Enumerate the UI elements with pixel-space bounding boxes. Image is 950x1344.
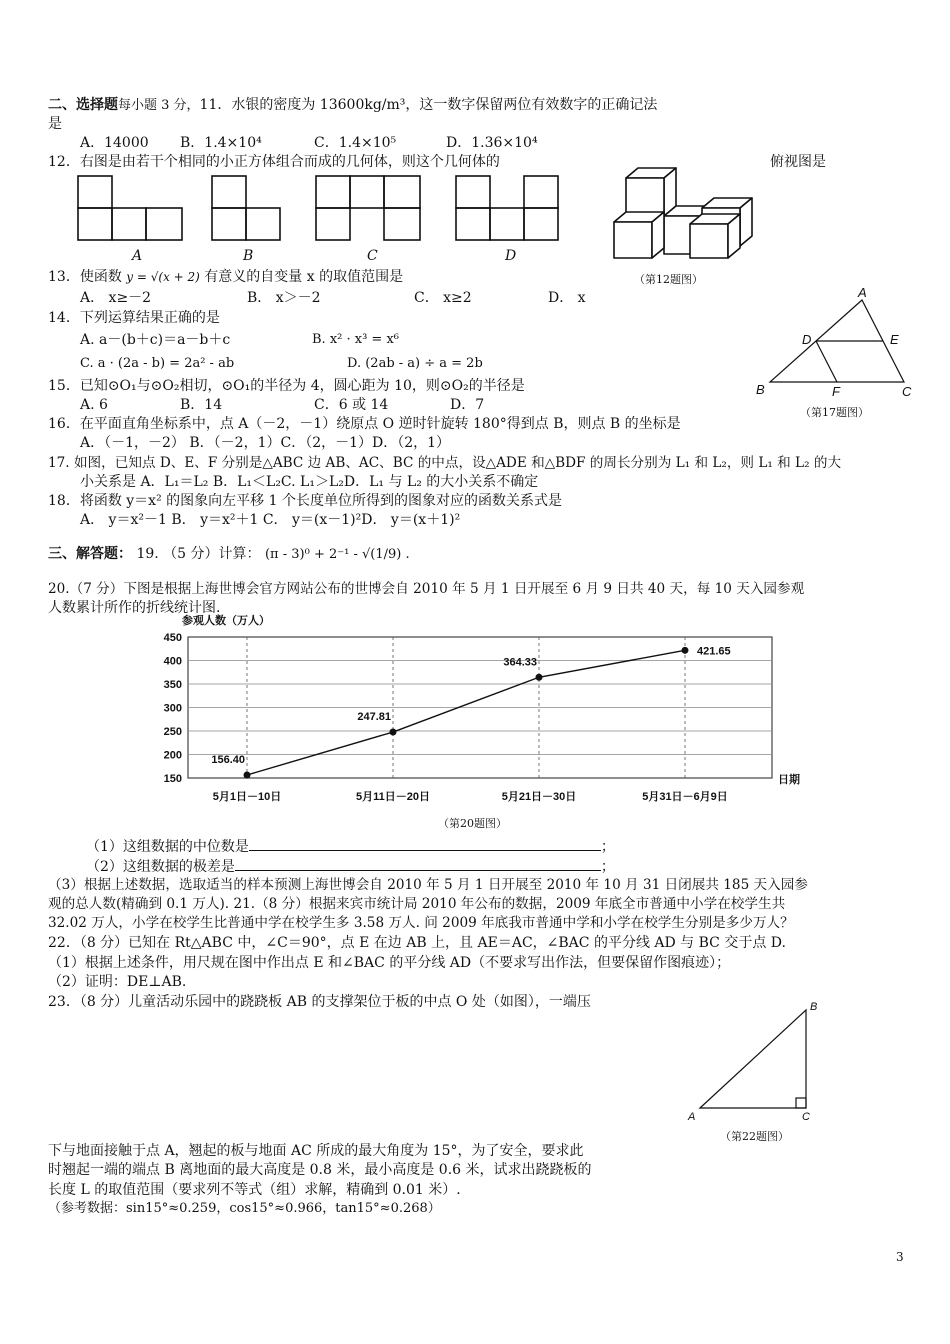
chart-ytick-label: 350 [163,679,182,691]
fig22-right-triangle [682,996,832,1124]
q12-text: 12．右图是由若干个相同的小正方体组合而成的几何体，则这个几何体的 [48,154,500,170]
chart-data-point [244,771,251,778]
q22-line2: （1）根据上述条件，用尺规在图中作出点 E 和∠BAC 的平分线 AD（不要求写出作法，但要保留作图痕迹）； [48,955,731,971]
fig17-label-b: B [756,382,765,397]
chart-data-point [390,729,397,736]
chart-data-label: 364.33 [503,656,537,669]
q12-tail: 俯视图是 [770,154,826,170]
q12-label-c: C [367,248,378,264]
q14-opt-a: A. a－(b＋c)＝a－b＋c [80,332,231,348]
q20-sub3-line2: 观的总人数(精确到 0.1 万人). 21.（8 分）根据来宾市统计局 2010 年公布的数据，2009 年底全市普通中小学在校学生共 [48,896,786,912]
q12-label-a: A [132,248,143,264]
chart-xtick-label: 5月21日－30日 [501,791,577,803]
q21-line3: 32.02 万人，小学在校学生比普通中学在校学生多 3.58 万人. 问 2009 年底我市普通中学和小学在校学生分别是多少万人？ [48,915,794,931]
q15-opt-b: B．14 [180,397,223,413]
q22-line1: 22．（8 分）已知在 Rt△ABC 中，∠C＝90°，点 E 在边 AB 上，且 AE＝AC，∠BAC 的平分线 AD 与 BC 交于点 D. [48,935,786,951]
q13-text-a: 13．使函数 [48,269,122,285]
chart-data-point [682,647,689,654]
fig22-label-a: A [688,1111,696,1123]
fig17-label-a: A [858,286,867,300]
q19-formula: (π - 3)⁰ + 2⁻¹ - √(1/9) . [264,547,410,562]
q13-opt-a: A． x≥－2 [80,290,152,306]
chart-xtick-label: 5月31日－6月9日 [642,791,728,803]
q12-option-d-shape [456,176,558,240]
q13-text-b: 有意义的自变量 x 的取值范围是 [204,269,404,285]
chart-data-label: 421.65 [697,645,731,658]
chart-ytick-label: 300 [163,702,182,715]
q23-line1: 23．（8 分）儿童活动乐园中的跷跷板 AB 的支撑架位于板的中点 O 处（如图），一端压 [48,994,591,1010]
q20-sub2 [86,856,615,876]
q12-options-figure [70,170,600,245]
q23-line5: （参考数据：sin15°≈0.259，cos15°≈0.966，tan15°≈0.268） [48,1201,441,1216]
q20-sub1-semicolon: ； [600,839,615,855]
q11-opt-d: D．1.36×10⁴ [446,135,538,151]
fig17-caption: （第17题图） [800,406,869,419]
page-number: 3 [896,1250,904,1264]
q14-opt-d: D. (2ab - a) ÷ a = 2b [347,356,483,371]
fig17-label-f: F [832,384,840,399]
q20-sub2-text: （2）这组数据的极差是 [86,859,235,875]
q16-text: 16．在平面直角坐标系中，点 A（－2，－1）绕原点 O 逆时针旋转 180°得到点 B，则点 B 的坐标是 [48,416,681,432]
chart-ytick-label: 250 [163,726,182,738]
q13-formula: y = √(x + 2) [126,270,200,284]
fig17-label-d: D [802,332,812,347]
chart-series-line [247,650,685,775]
chart-ylabel: 参观人数（万人） [182,615,270,627]
q13-opt-d: D． x [548,290,586,306]
chart-xlabel: 日期 [778,774,800,786]
fig17-label-c: C [902,384,912,399]
fig17-label-e: E [890,332,899,347]
q13-line [48,268,403,286]
q14-opt-b: B. x² · x³ = x⁶ [312,332,400,347]
q20-sub2-semicolon: ； [600,859,615,875]
q13-opt-b: B． x＞－2 [247,290,321,306]
q17-line1: 17. 如图，已知点 D、E、F 分别是△ABC 边 AB、AC、BC 的中点，设△ADE 和△BDF 的周长分别为 L₁ 和 L₂，则 L₁ 和 L₂ 的大 [48,455,842,471]
q15-text: 15．已知⊙O₁与⊙O₂相切，⊙O₁的半径为 4，圆心距为 10，则⊙O₂的半径是 [48,378,525,394]
q11-opt-a: A．14000 [80,135,149,151]
section2-note: 每小题 3 分， [118,98,200,113]
q19-text: 19. （5 分）计算： [136,546,261,562]
chart-xtick-label: 5月11日－20日 [356,791,430,803]
q12-option-b-shape [212,176,280,240]
chart-data-label: 247.81 [357,711,391,724]
chart-ytick-label: 200 [163,749,182,762]
q17-line2: 小关系是 A．L₁＝L₂ B．L₁＜L₂C. L₁＞L₂D．L₁ 与 L₂ 的大小关系不确定 [80,474,539,490]
q20-sub1-text: （1）这组数据的中位数是 [86,839,249,855]
q11-text: 11．水银的密度为 13600kg/m³，这一数字保留两位有效数字的正确记法 [199,97,658,113]
section3-heading: 三、解答题： [48,546,132,562]
q15-opt-c: C．6 或 14 [314,397,389,413]
q23-line2: 下与地面接触于点 A，翘起的板与地面 AC 所成的最大角度为 15°，为了安全，要求此 [48,1143,584,1159]
q20-sub2-blank[interactable] [235,856,601,871]
q20-sub3-line1: （3）根据上述数据，选取适当的样本预测上海世博会自 2010 年 5 月 1 日开展至 2010 年 10 月 31 日闭展共 185 天入园参 [48,877,808,893]
q12-option-c-shape [316,176,420,240]
q13-opt-c: C． x≥2 [414,290,472,306]
q20-line1: 20.（7 分）下图是根据上海世博会官方网站公布的世博会自 2010 年 5 月 1 日开展至 6 月 9 日共 40 天，每 10 天入园参观 [48,581,805,597]
section2-heading: 二、选择题 [48,97,118,113]
q23-line3: 时翘起一端的端点 B 离地面的最大高度是 0.8 米，最小高度是 0.6 米，试求出跷跷板的 [48,1162,592,1178]
q16-opts: A．（－1，－2） B．（－2，1）C．（2，－1）D．（2，1） [80,435,451,451]
q11-tail: 是 [48,116,62,132]
chart-data-label: 156.40 [211,753,245,766]
q22-line3: （2）证明：DE⊥AB. [48,974,187,990]
chart-ytick-label: 150 [163,773,182,785]
fig20-line-chart [148,612,818,812]
q15-opt-d: D．7 [450,397,485,413]
q14-opt-c: C. a · (2a - b) = 2a² - ab [80,356,235,371]
fig12-caption: （第12题图） [634,273,703,286]
q18-text: 18．将函数 y＝x² 的图象向左平移 1 个长度单位所得到的图象对应的函数关系式是 [48,493,562,509]
fig22-label-c: C [802,1111,810,1123]
q23-line4: 长度 L 的取值范围（要求列不等式（组）求解，精确到 0.01 米）. [48,1182,461,1198]
q14-text: 14．下列运算结果正确的是 [48,310,220,326]
chart-ytick-label: 400 [163,655,182,668]
fig17-triangle [752,286,922,406]
q11-line [48,96,657,115]
fig22-caption: （第22题图） [720,1130,789,1143]
fig20-caption: （第20题图） [438,817,507,830]
fig22-label-b: B [810,1001,818,1013]
q20-sub1 [86,836,615,856]
q18-opts: A． y＝x²－1 B． y＝x²＋1 C． y＝(x－1)²D． y＝(x＋1)² [80,512,461,528]
q12-label-d: D [505,248,517,264]
q20-sub1-blank[interactable] [249,836,601,851]
q12-label-b: B [243,248,254,264]
q20-line2: 人数累计所作的折线统计图. [48,600,221,616]
chart-ytick-label: 450 [163,632,182,644]
q19-line [48,545,410,564]
q11-opt-b: B．1.4×10⁴ [180,135,262,151]
chart-data-point [536,674,543,681]
q15-opt-a: A. 6 [80,397,108,413]
q11-opt-c: C．1.4×10⁵ [314,135,397,151]
q12-cube-figure [608,162,758,264]
q12-option-a-shape [78,176,182,240]
chart-xtick-label: 5月1日－10日 [212,791,282,803]
